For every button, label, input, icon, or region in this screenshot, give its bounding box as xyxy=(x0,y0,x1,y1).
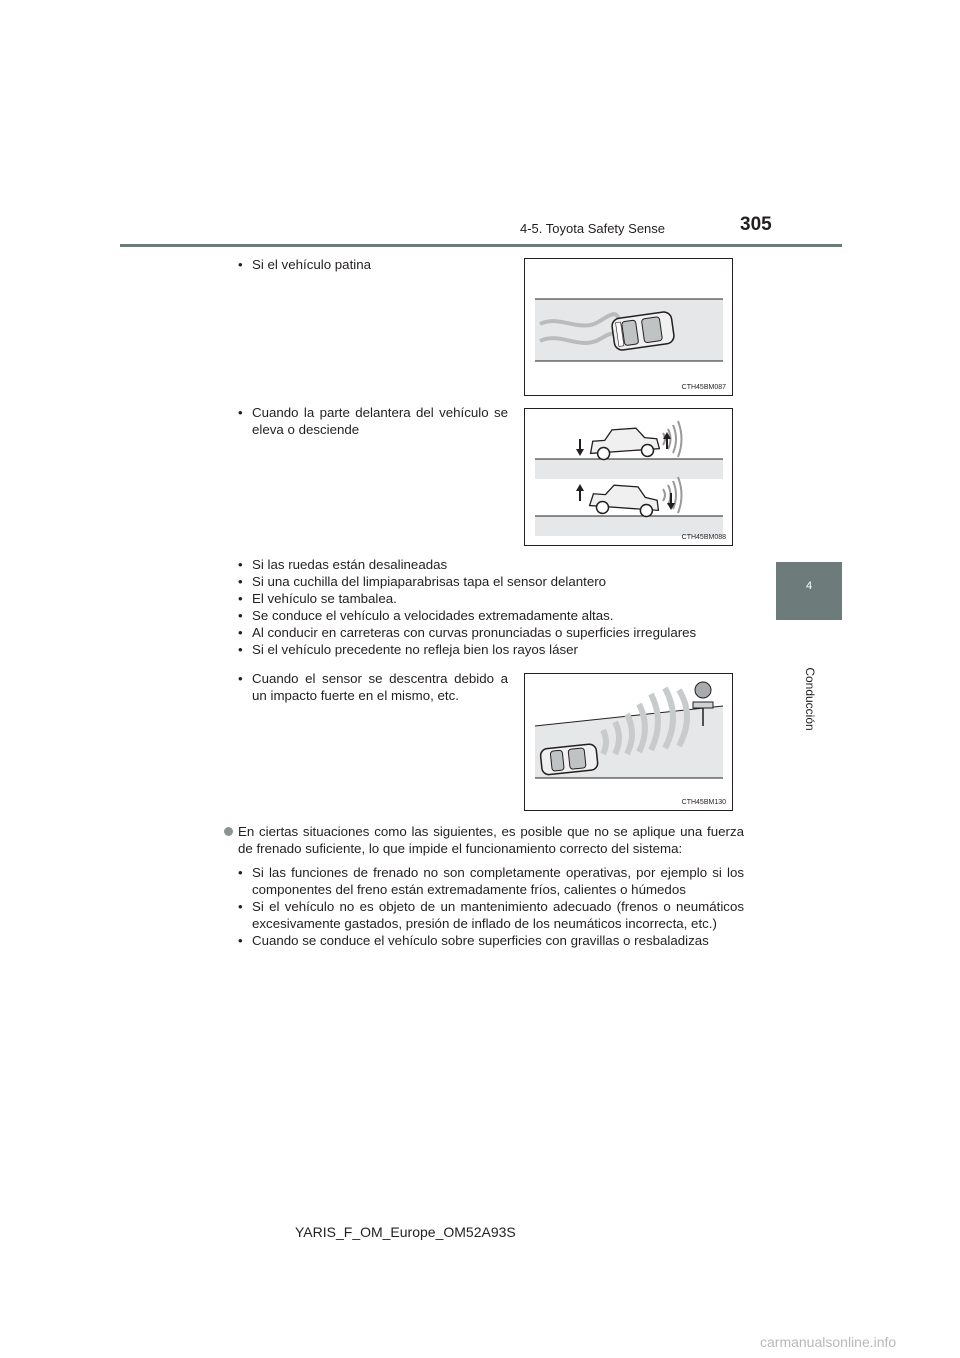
list-item-text: El vehículo se tambalea. xyxy=(252,591,397,606)
list-item xyxy=(238,898,744,915)
list-item-continuation: excesivamente gastados, presión de inflado de los neumáticos incorrecta, etc.) xyxy=(252,916,717,931)
misaligned-sensor-illustration xyxy=(525,674,732,810)
car-pitch-illustration xyxy=(525,409,732,545)
note-text: En ciertas situaciones como las siguientes, es posible que no se aplique una fuerza xyxy=(238,824,744,839)
list-item xyxy=(238,404,508,421)
bullet-dot: • xyxy=(238,574,243,589)
list-item xyxy=(238,670,508,687)
list-item-text: Si el vehículo precedente no refleja bien los rayos láser xyxy=(252,642,578,657)
bullet-dot: • xyxy=(238,642,243,657)
list-item-text: Si el vehículo patina xyxy=(252,257,372,272)
list-item xyxy=(238,256,508,273)
list-item xyxy=(238,573,738,590)
watermark: carmanualsonline.info xyxy=(760,1334,897,1350)
skidding-car-illustration xyxy=(525,259,732,395)
list-item-text: Si las funciones de frenado no son completamente operativas, por ejemplo si los xyxy=(252,865,744,880)
list-item-text: Se conduce el vehículo a velocidades extremadamente altas. xyxy=(252,608,614,623)
list-item-text: Al conducir en carreteras con curvas pronunciadas o superficies irregulares xyxy=(252,625,697,640)
note-paragraph xyxy=(224,823,744,840)
section-title: 4-5. Toyota Safety Sense xyxy=(520,221,666,236)
figure-code: CTH45BM088 xyxy=(681,534,726,541)
list-item xyxy=(238,607,738,624)
bullet-dot: • xyxy=(238,608,243,623)
header-rule xyxy=(120,244,842,247)
list-item-text: Cuando el sensor se descentra debido a xyxy=(252,671,508,686)
document-code: YARIS_F_OM_Europe_OM52A93S xyxy=(295,1224,516,1240)
figure-code: CTH45BM087 xyxy=(681,384,726,391)
bullet-dot: • xyxy=(238,405,243,420)
list-item-continuation: eleva o desciende xyxy=(252,422,360,437)
note-text-continuation: de frenado suficiente, lo que impide el funcionamiento correcto del sistema: xyxy=(238,841,683,856)
list-item-text: Si las ruedas están desalineadas xyxy=(252,557,448,572)
list-item xyxy=(238,864,744,881)
bullet-dot: • xyxy=(238,557,243,572)
bullet-dot: • xyxy=(238,899,243,914)
figure-sensor xyxy=(524,673,733,811)
list-item-continuation: componentes del freno están extremadamente fríos, calientes o húmedos xyxy=(252,882,686,897)
circle-bullet-icon xyxy=(224,827,233,836)
bullet-dot: • xyxy=(238,865,243,880)
list-item-continuation: un impacto fuerte en el mismo, etc. xyxy=(252,688,459,703)
list-item xyxy=(238,590,738,607)
figure-code: CTH45BM130 xyxy=(681,799,726,806)
bullet-dot: • xyxy=(238,257,243,272)
list-item xyxy=(238,624,738,641)
figure-skid xyxy=(524,258,733,396)
figure-pitch xyxy=(524,408,733,546)
list-item-text: Cuando la parte delantera del vehículo se xyxy=(252,405,508,420)
bullet-dot: • xyxy=(238,625,243,640)
chapter-tab xyxy=(776,562,842,620)
list-item-text: Si una cuchilla del limpiaparabrisas tapa el sensor delantero xyxy=(252,574,607,589)
list-item xyxy=(238,556,738,573)
page-number: 305 xyxy=(740,214,772,235)
list-item-text: Si el vehículo no es objeto de un mantenimiento adecuado (frenos o neumáticos xyxy=(252,899,744,914)
list-item xyxy=(238,932,744,949)
list-item-text: Cuando se conduce el vehículo sobre superficies con gravillas o resbaladizas xyxy=(252,933,709,948)
bullet-dot: • xyxy=(238,933,243,948)
chapter-number: 4 xyxy=(805,580,813,592)
bullet-dot: • xyxy=(238,671,243,686)
bullet-dot: • xyxy=(238,591,243,606)
list-item xyxy=(238,641,738,658)
